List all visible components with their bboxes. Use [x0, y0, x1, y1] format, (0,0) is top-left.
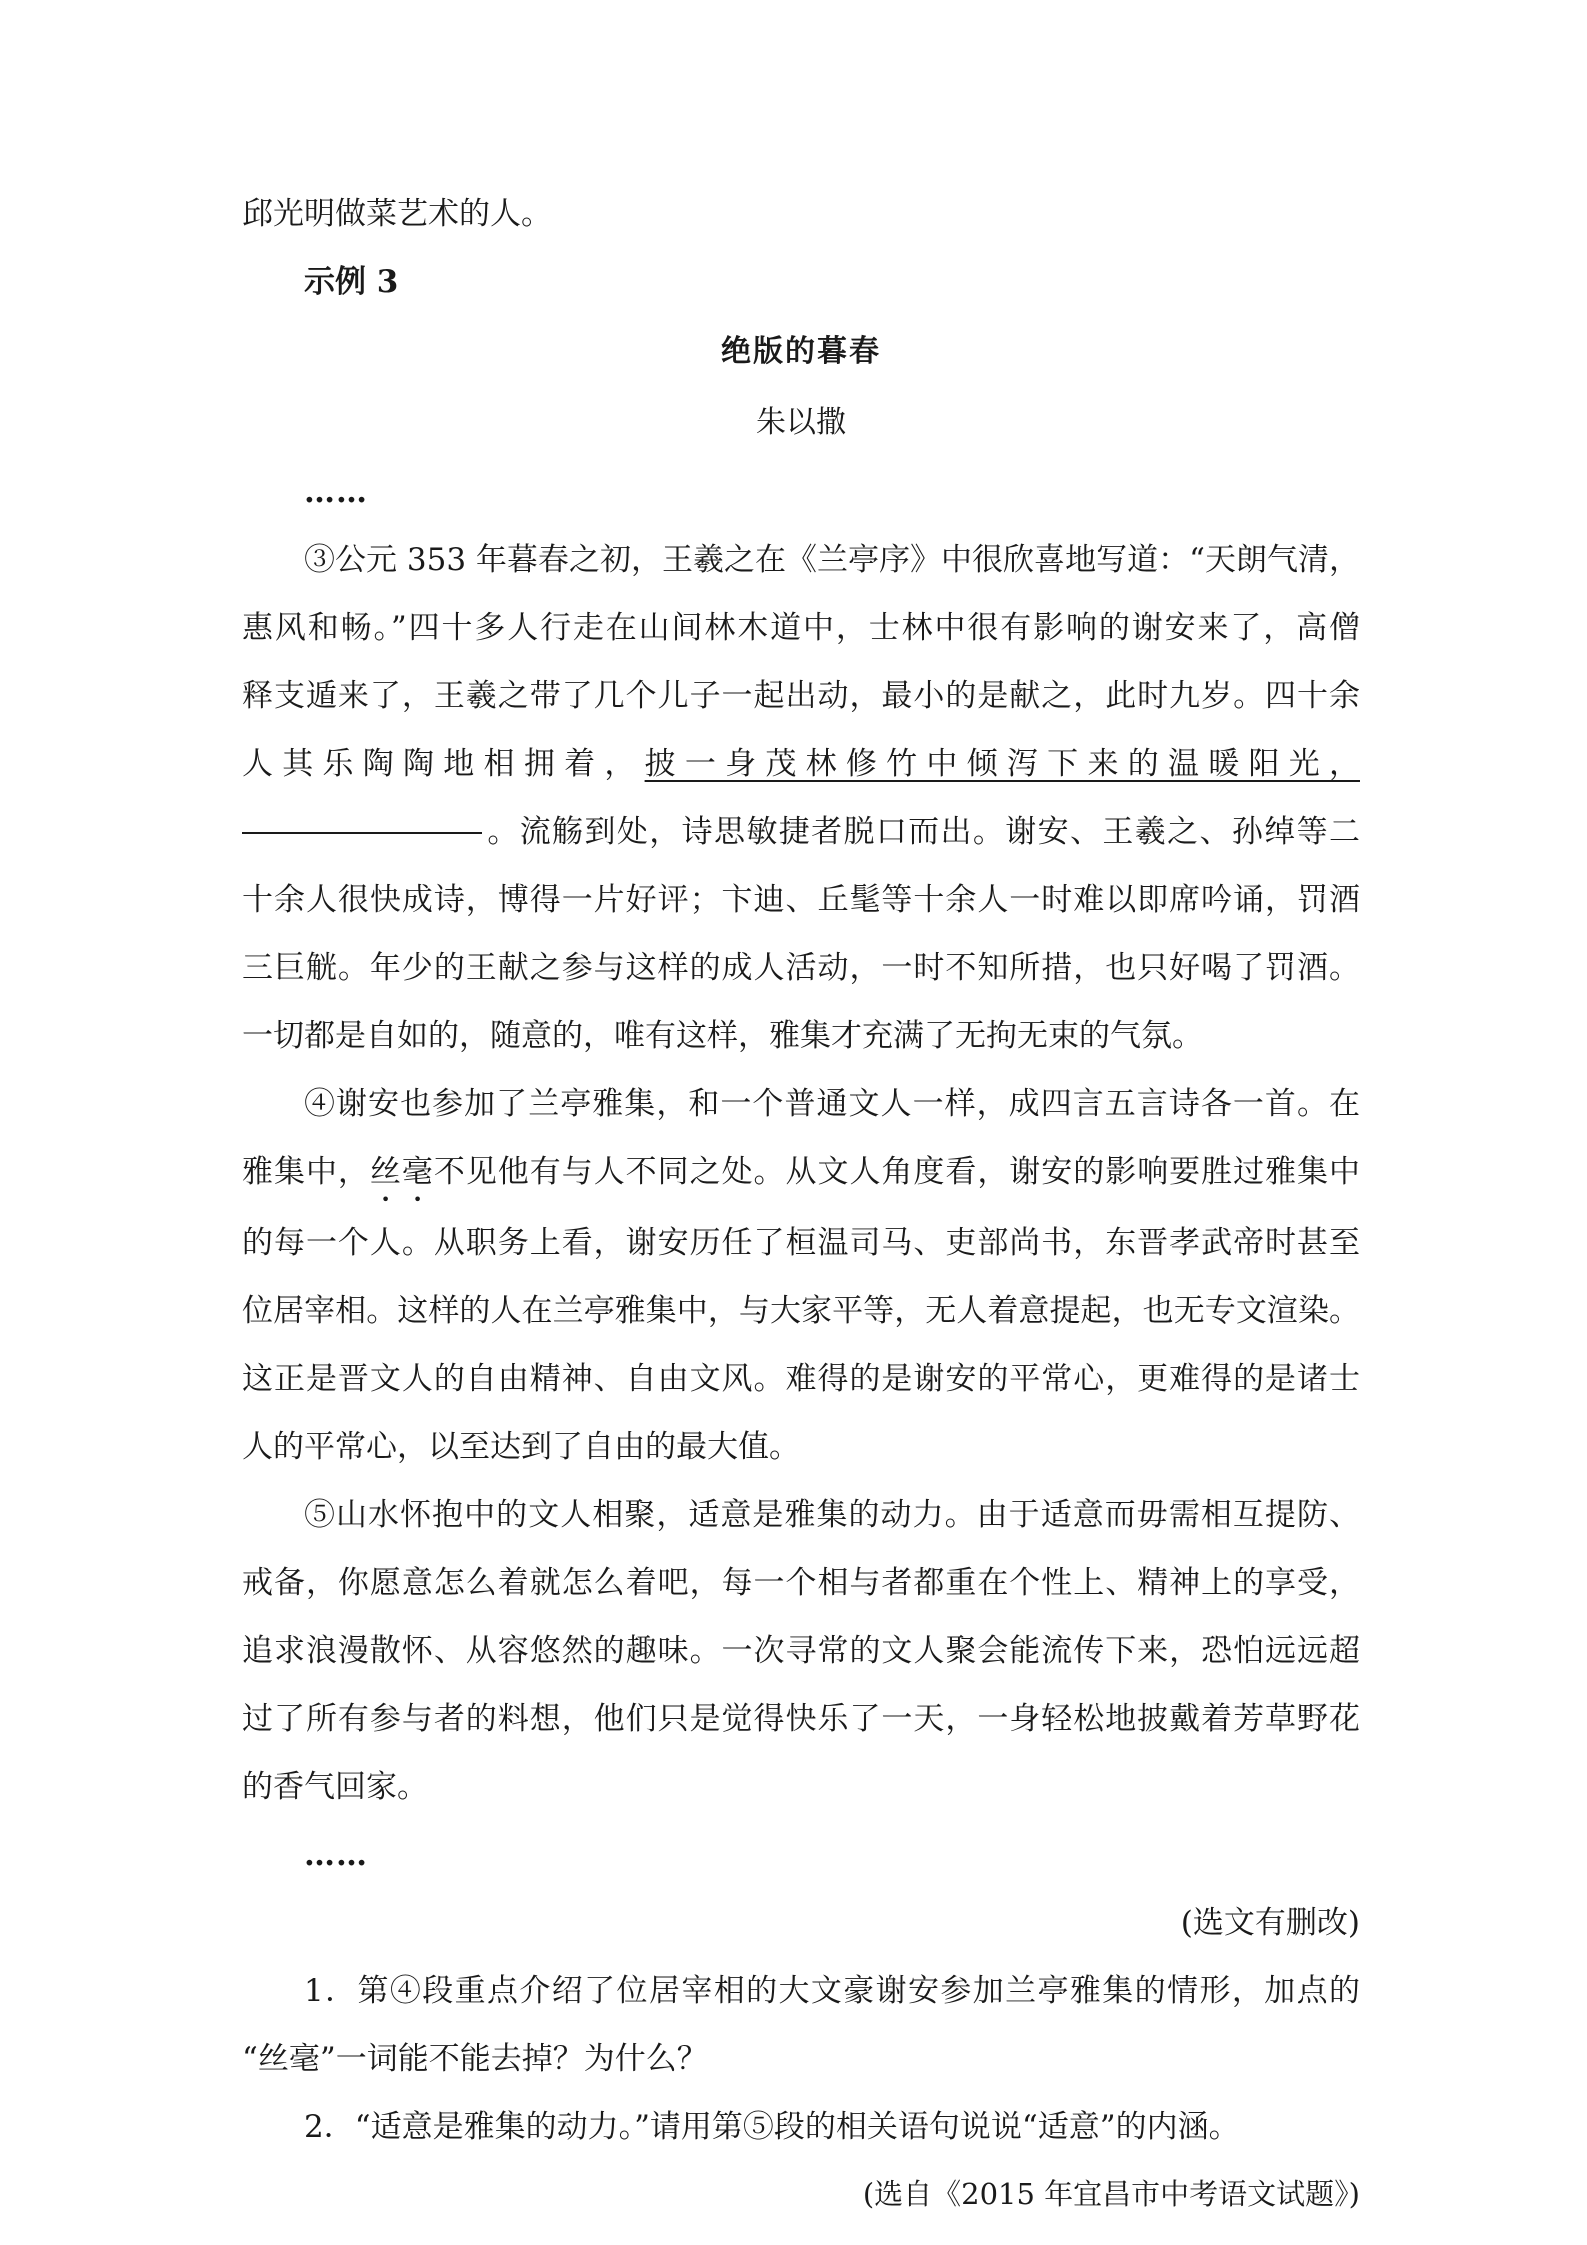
abridged-note: (选文有删改) [1180, 1905, 1360, 1941]
article-title: 绝版的暮春 [721, 334, 881, 369]
para4-line: 这正是晋文人的自由精神、自由文风。难得的是谢安的平常心，更难得的是诸士 [242, 1361, 1360, 1397]
para3-line [242, 730, 1360, 798]
question-line: 1．第④段重点介绍了位居宰相的大文豪谢安参加兰亭雅集的情形，加点的 [304, 1973, 1360, 2009]
para4-line: 的每一个人。从职务上看，谢安历任了桓温司马、吏部尚书，东晋孝武帝时甚至 [242, 1225, 1360, 1261]
para3-text: 。流觞到处，诗思敏捷者脱口而出。谢安、王羲之、孙绰等二 [486, 814, 1360, 850]
para4-text: 不见他有与人不同之处。从文人角度看，谢安的影响要胜过雅集中 [433, 1154, 1361, 1190]
para5-line: 过了所有参与者的料想，他们只是觉得快乐了一天，一身轻松地披戴着芳草野花 [242, 1701, 1360, 1737]
ellipsis-start: …… [304, 474, 368, 510]
para4-line: 人的平常心，以至达到了自由的最大值。 [242, 1429, 800, 1465]
fill-in-blank[interactable] [242, 831, 482, 834]
para3-line: ③公元 353 年暮春之初，王羲之在《兰亭序》中很欣喜地写道：“天朗气清， [304, 542, 1360, 578]
para5-line: 戒备，你愿意怎么着就怎么着吧，每一个相与者都重在个性上、精神上的享受， [242, 1565, 1360, 1601]
para3-line: 释支遁来了，王羲之带了几个儿子一起出动，最小的是献之，此时九岁。四十余 [242, 678, 1360, 714]
document-page [242, 180, 1360, 2227]
para3-line: 一切都是自如的，随意的，唯有这样，雅集才充满了无拘无束的气氛。 [242, 1018, 1203, 1054]
article-author: 朱以撒 [756, 405, 846, 440]
paragraph-4 [242, 1070, 1360, 1481]
para5-line: 的香气回家。 [242, 1769, 428, 1805]
question-1 [242, 1957, 1360, 2093]
example-label: 示例 3 [304, 264, 399, 300]
question-line: “丝毫”一词能不能去掉？为什么？ [242, 2041, 708, 2077]
question-2 [242, 2093, 1360, 2161]
para4-line: 位居宰相。这样的人在兰亭雅集中，与大家平等，无人着意提起，也无专文渲染。 [242, 1293, 1360, 1329]
para5-line: ⑤山水怀抱中的文人相聚，适意是雅集的动力。由于适意而毋需相互提防、 [304, 1497, 1360, 1533]
para4-line [242, 1138, 1360, 1209]
para4-text: 雅集中， [242, 1154, 370, 1190]
underlined-sentence: 披一身茂林修竹中倾泻下来的温暖阳光， [644, 746, 1360, 782]
question-line: 2．“适意是雅集的动力。”请用第⑤段的相关语句说说“适意”的内涵。 [304, 2109, 1240, 2145]
para3-line [242, 798, 1360, 866]
paragraph-5 [242, 1481, 1360, 1821]
paragraph-3 [242, 526, 1360, 1070]
source-citation: (选自《2015 年宜昌市中考语文试题》) [862, 2177, 1360, 2211]
para4-line: ④谢安也参加了兰亭雅集，和一个普通文人一样，成四言五言诗各一首。在 [304, 1086, 1360, 1122]
para3-text: 人其乐陶陶地相拥着， [242, 746, 645, 782]
para3-line: 三巨觥。年少的王献之参与这样的成人活动，一时不知所措，也只好喝了罚酒。 [242, 950, 1360, 986]
emphasized-word: 丝毫 [369, 1154, 434, 1190]
para3-line: 十余人很快成诗，博得一片好评；卞迪、丘髦等十余人一时难以即席吟诵，罚酒 [242, 882, 1360, 918]
para3-line: 惠风和畅。”四十多人行走在山间林木道中，士林中很有影响的谢安来了，高僧 [242, 610, 1360, 646]
para5-line: 追求浪漫散怀、从容悠然的趣味。一次寻常的文人聚会能流传下来，恐怕远远超 [242, 1633, 1360, 1669]
ellipsis-end: …… [304, 1837, 368, 1873]
continuation-line: 邱光明做菜艺术的人。 [242, 196, 552, 232]
